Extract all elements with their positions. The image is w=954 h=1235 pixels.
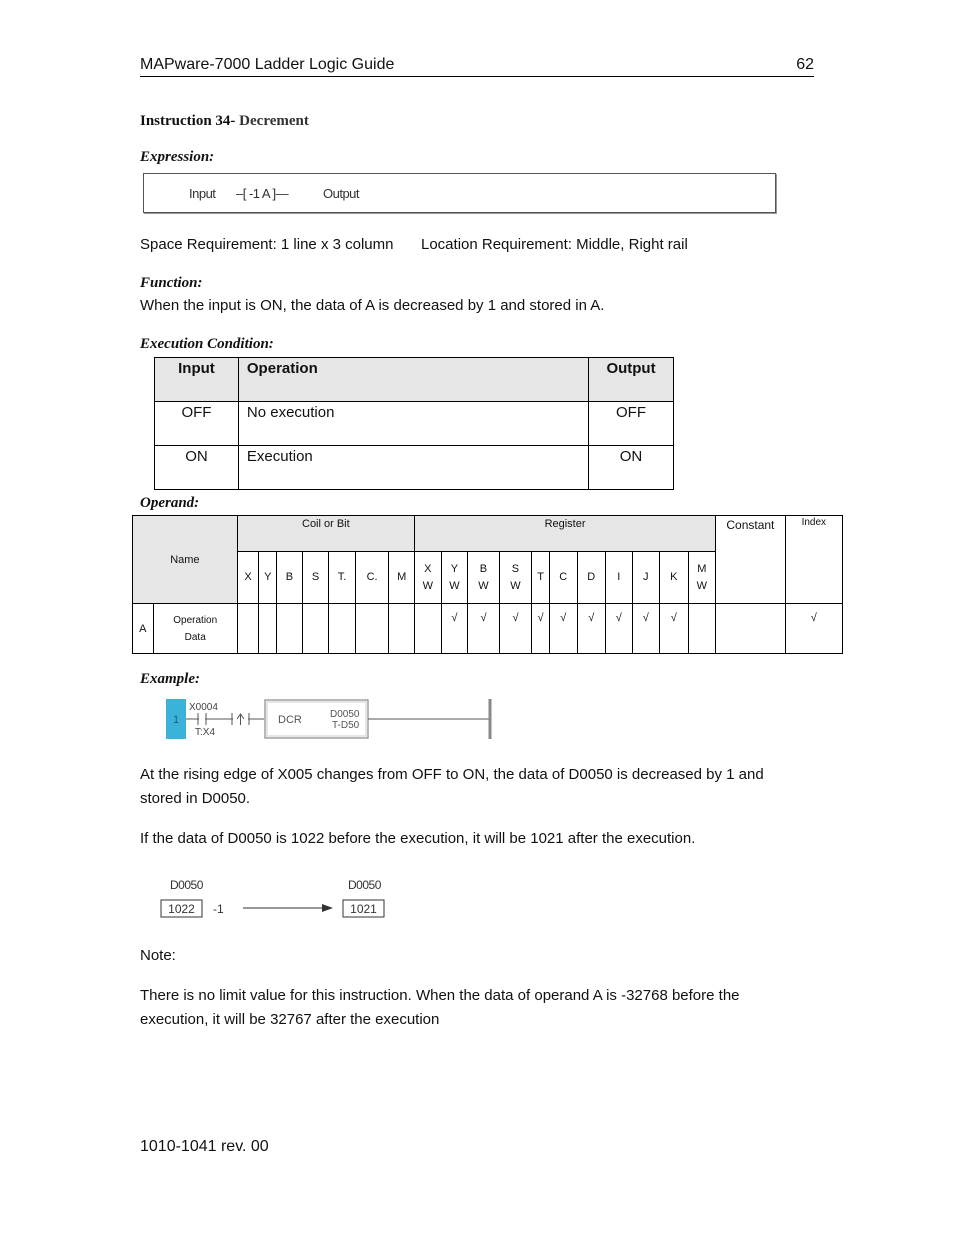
operand-column-line1: C bbox=[559, 571, 568, 583]
instruction-name: Decrement bbox=[239, 113, 309, 129]
execution-label: Execution Condition: bbox=[140, 336, 274, 352]
coil-bit-group: Coil or Bit bbox=[237, 516, 414, 552]
execution-cell: ON bbox=[155, 446, 239, 490]
operand-cell bbox=[389, 604, 415, 654]
instruction-heading bbox=[140, 113, 309, 130]
operand-column-line2: W bbox=[510, 579, 521, 592]
operand-column-line1: D bbox=[587, 571, 596, 583]
execution-table bbox=[154, 357, 674, 490]
operand-column-line1: T bbox=[537, 571, 544, 583]
operand-column-header bbox=[688, 552, 716, 604]
left-value: 1022 bbox=[168, 902, 195, 916]
operand-cell bbox=[414, 604, 441, 654]
operand-cell: √ bbox=[660, 604, 689, 654]
operand-column-line2: W bbox=[478, 579, 489, 592]
footer-doc-id: 1010-1041 rev. 00 bbox=[140, 1138, 269, 1155]
operand-column-header bbox=[259, 552, 277, 604]
operand-cell bbox=[355, 604, 388, 654]
index-header: Index bbox=[785, 516, 842, 604]
operand-column-line1: T. bbox=[337, 571, 347, 583]
operand-column-line2: W bbox=[422, 579, 433, 592]
operand-bottom-label: T-D50 bbox=[332, 720, 360, 731]
operand-column-header bbox=[302, 552, 329, 604]
execution-cell: No execution bbox=[238, 402, 588, 446]
operand-column-header bbox=[389, 552, 415, 604]
execution-header-operation: Operation bbox=[238, 358, 588, 402]
operand-column-line1: Y bbox=[450, 562, 459, 575]
arrow-right-icon bbox=[322, 904, 333, 912]
operand-column-header bbox=[277, 552, 303, 604]
operand-cell bbox=[259, 604, 277, 654]
operand-column-line1: I bbox=[617, 571, 621, 583]
operand-column-line1: S bbox=[311, 571, 320, 583]
function-text: When the input is ON, the data of A is decreased by 1 and stored in A. bbox=[140, 297, 605, 314]
operand-column-header bbox=[549, 552, 577, 604]
function-label: Function: bbox=[140, 275, 203, 291]
note-text: There is no limit value for this instruction. When the data of operand A is -32768 before the execution, it will be 32767 after the execution bbox=[140, 987, 740, 1028]
operand-column-line1: M bbox=[697, 562, 707, 575]
operand-row-name-l2: Data bbox=[184, 631, 206, 643]
operand-column-header bbox=[355, 552, 388, 604]
expression-input: Input bbox=[189, 186, 216, 201]
operand-column-line1: S bbox=[511, 562, 520, 575]
operand-column-line1: K bbox=[670, 571, 678, 583]
page-header bbox=[140, 56, 814, 77]
left-register-label: D0050 bbox=[170, 878, 203, 892]
example-description: At the rising edge of X005 changes from OFF to ON, the data of D0050 is decreased by 1 and stored in D0050. bbox=[140, 766, 764, 807]
execution-cell: OFF bbox=[589, 402, 674, 446]
instruction-prefix: Instruction 34- bbox=[140, 113, 236, 129]
execution-header-input: Input bbox=[155, 358, 239, 402]
operand-row-name-l1: Operation bbox=[173, 614, 218, 626]
operand-table bbox=[132, 515, 843, 654]
table-row bbox=[155, 402, 674, 446]
table-row bbox=[133, 604, 843, 654]
ladder-rung-diagram bbox=[164, 697, 498, 741]
operand-column-header bbox=[414, 552, 441, 604]
operand-column-line1: J bbox=[643, 571, 649, 583]
operand-cell: √ bbox=[441, 604, 468, 654]
operand-column-header bbox=[532, 552, 550, 604]
operand-column-header bbox=[577, 552, 606, 604]
operand-column-header bbox=[237, 552, 259, 604]
operand-column-line1: M bbox=[397, 571, 407, 583]
right-register-label: D0050 bbox=[348, 878, 381, 892]
operand-column-header bbox=[632, 552, 660, 604]
table-row bbox=[155, 446, 674, 490]
register-group: Register bbox=[414, 516, 715, 552]
operand-cell: √ bbox=[632, 604, 660, 654]
operand-cell: √ bbox=[499, 604, 531, 654]
header-title: MAPware-7000 Ladder Logic Guide bbox=[140, 56, 395, 73]
operand-cell bbox=[329, 604, 356, 654]
expression-box bbox=[143, 173, 776, 213]
operand-row-name bbox=[153, 604, 237, 654]
operand-column-line1: Y bbox=[264, 571, 272, 583]
contact-bottom-label: T:X4 bbox=[195, 727, 216, 738]
execution-cell: ON bbox=[589, 446, 674, 490]
right-value: 1021 bbox=[350, 902, 377, 916]
operand-column-header bbox=[329, 552, 356, 604]
operand-cell: √ bbox=[606, 604, 633, 654]
operand-column-line2: W bbox=[449, 579, 460, 592]
contact-top-label: X0004 bbox=[189, 702, 218, 713]
operand-constant-cell bbox=[716, 604, 786, 654]
operand-cell: √ bbox=[577, 604, 606, 654]
space-requirement: Space Requirement: 1 line x 3 column bbox=[140, 236, 394, 253]
operand-column-header bbox=[499, 552, 531, 604]
note-label: Note: bbox=[140, 947, 176, 964]
dcr-label: DCR bbox=[278, 714, 302, 726]
execution-header-row bbox=[155, 358, 674, 402]
page-number: 62 bbox=[796, 56, 814, 73]
operand-column-line1: X bbox=[244, 571, 252, 583]
operand-column-line2: W bbox=[696, 579, 708, 592]
operand-column-line1: B bbox=[479, 562, 488, 575]
minus-one-label: -1 bbox=[213, 902, 224, 916]
location-requirement: Location Requirement: Middle, Right rail bbox=[421, 236, 688, 253]
rung-number: 1 bbox=[172, 714, 180, 726]
operand-column-header bbox=[468, 552, 500, 604]
operand-column-header bbox=[606, 552, 633, 604]
execution-header-output: Output bbox=[589, 358, 674, 402]
example-before-after: If the data of D0050 is 1022 before the execution, it will be 1021 after the execution. bbox=[140, 830, 696, 847]
execution-cell: Execution bbox=[238, 446, 588, 490]
operand-column-header bbox=[660, 552, 689, 604]
operand-cell bbox=[688, 604, 716, 654]
operand-cell: √ bbox=[549, 604, 577, 654]
operand-column-header bbox=[441, 552, 468, 604]
operand-name-header bbox=[133, 516, 238, 604]
operand-cell bbox=[277, 604, 303, 654]
operand-column-line1: C. bbox=[366, 571, 378, 583]
operand-column-line1: X bbox=[424, 562, 432, 575]
constant-header: Constant bbox=[716, 516, 786, 604]
operand-label: Operand: bbox=[140, 495, 200, 511]
operand-index-cell: √ bbox=[785, 604, 842, 654]
decrement-diagram bbox=[158, 874, 390, 924]
expression-output: Output bbox=[323, 186, 360, 201]
operand-cell bbox=[302, 604, 329, 654]
example-label: Example: bbox=[140, 671, 200, 687]
operand-column-line1: B bbox=[285, 571, 294, 583]
execution-cell: OFF bbox=[155, 402, 239, 446]
expression-label: Expression: bbox=[140, 149, 215, 165]
operand-top-label: D0050 bbox=[330, 709, 360, 720]
name-header-text: Name bbox=[170, 553, 200, 566]
operand-row-id: A bbox=[133, 604, 154, 654]
expression-op: –[ -1 A ]— bbox=[236, 186, 289, 201]
operand-cell bbox=[237, 604, 259, 654]
operand-cell: √ bbox=[468, 604, 500, 654]
operand-cell: √ bbox=[532, 604, 550, 654]
